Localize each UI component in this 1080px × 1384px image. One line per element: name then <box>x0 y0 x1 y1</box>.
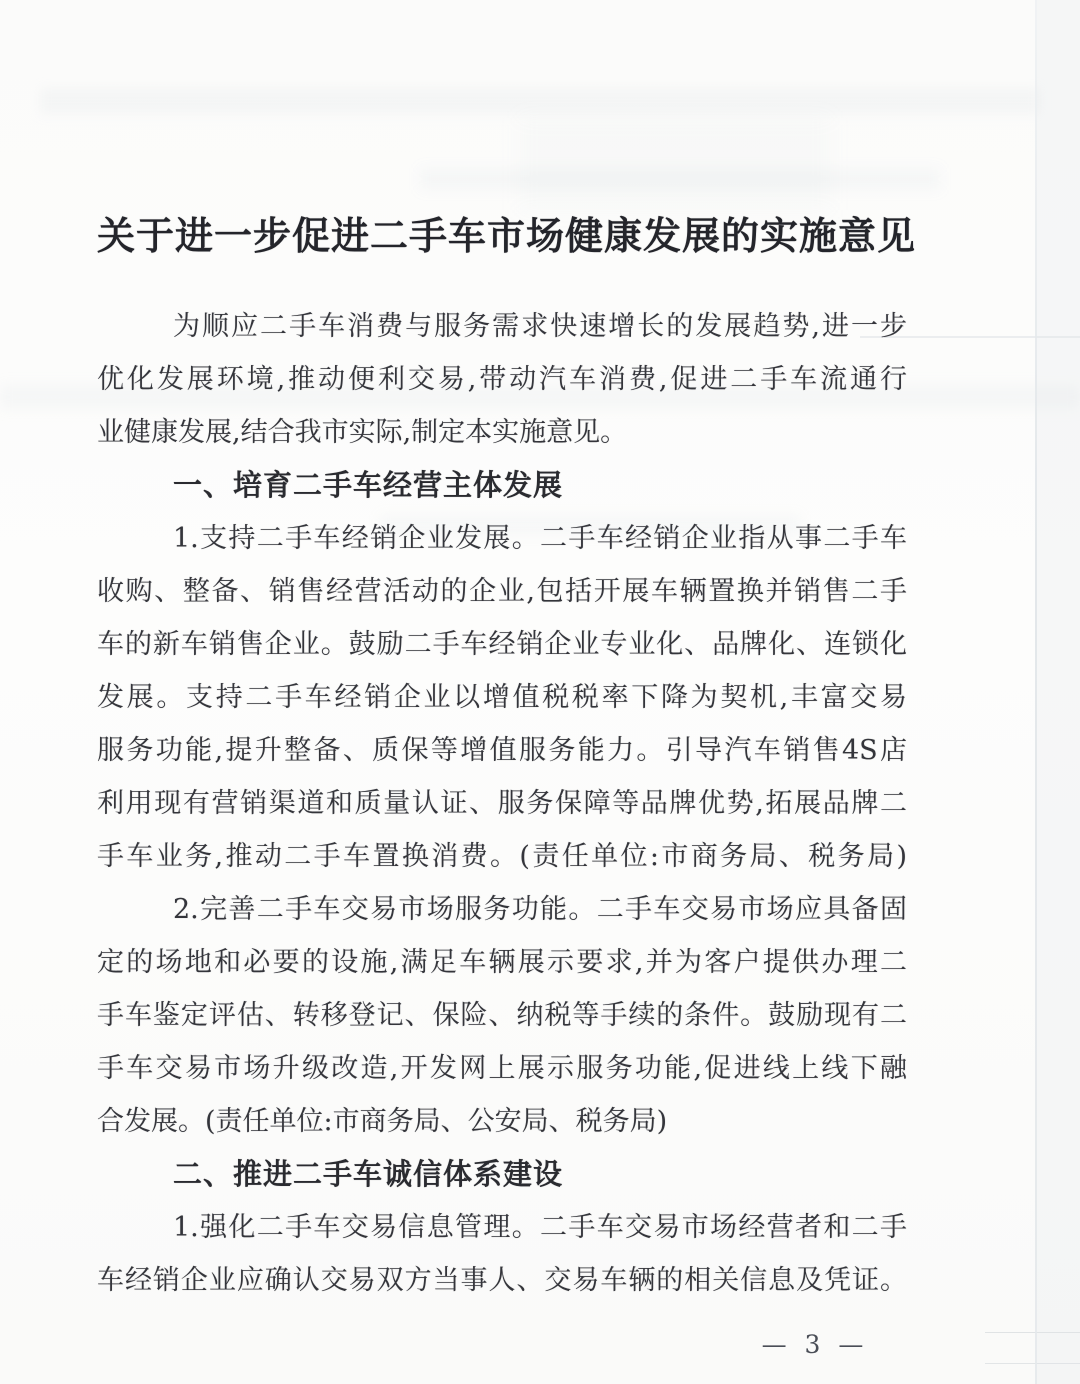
body-line: 收购、整备、销售经营活动的企业,包括开展车辆置换并销售二手 <box>97 576 907 607</box>
body-line: 1.强化二手车交易信息管理。二手车交易市场经营者和二手 <box>173 1212 907 1243</box>
scan-artifact <box>420 168 940 190</box>
page-edge-line <box>1035 0 1037 1384</box>
body-line: 车经销企业应确认交易双方当事人、交易车辆的相关信息及凭证。 <box>97 1265 907 1296</box>
body-line: 手车业务,推动二手车置换消费。(责任单位:市商务局、税务局) <box>97 841 907 872</box>
section-heading: 二、推进二手车诚信体系建设 <box>173 1157 564 1191</box>
scan-artifact <box>520 118 830 210</box>
page-edge-shade <box>1037 0 1080 1384</box>
body-line: 优化发展环境,推动便利交易,带动汽车消费,促进二手车流通行 <box>97 364 907 395</box>
section-heading: 一、培育二手车经营主体发展 <box>173 468 564 502</box>
body-line: 手车鉴定评估、转移登记、保险、纳税等手续的条件。鼓励现有二 <box>97 1000 907 1031</box>
body-line: 利用现有营销渠道和质量认证、服务保障等品牌优势,拓展品牌二 <box>97 788 907 819</box>
scan-artifact <box>40 88 1040 114</box>
body-line: 业健康发展,结合我市实际,制定本实施意见。 <box>97 417 628 448</box>
body-line: 车的新车销售企业。鼓励二手车经销企业专业化、品牌化、连锁化 <box>97 629 907 660</box>
document-body <box>97 300 907 1307</box>
body-line: 手车交易市场升级改造,开发网上展示服务功能,促进线上线下融 <box>97 1053 907 1084</box>
scan-artifact-line <box>985 1332 1080 1333</box>
body-line: 服务功能,提升整备、质保等增值服务能力。引导汽车销售4S店 <box>97 735 907 766</box>
document-title: 关于进一步促进二手车市场健康发展的实施意见 <box>97 213 917 258</box>
page-number: — 3 — <box>761 1330 869 1359</box>
scan-artifact-line <box>985 1363 1080 1364</box>
body-line: 2.完善二手车交易市场服务功能。二手车交易市场应具备固 <box>173 894 907 925</box>
body-line: 发展。支持二手车经销企业以增值税税率下降为契机,丰富交易 <box>97 682 907 713</box>
body-line: 为顺应二手车消费与服务需求快速增长的发展趋势,进一步 <box>173 311 907 342</box>
body-line: 合发展。(责任单位:市商务局、公安局、税务局) <box>97 1106 668 1137</box>
body-line: 1.支持二手车经销企业发展。二手车经销企业指从事二手车 <box>173 523 907 554</box>
body-line: 定的场地和必要的设施,满足车辆展示要求,并为客户提供办理二 <box>97 947 907 978</box>
